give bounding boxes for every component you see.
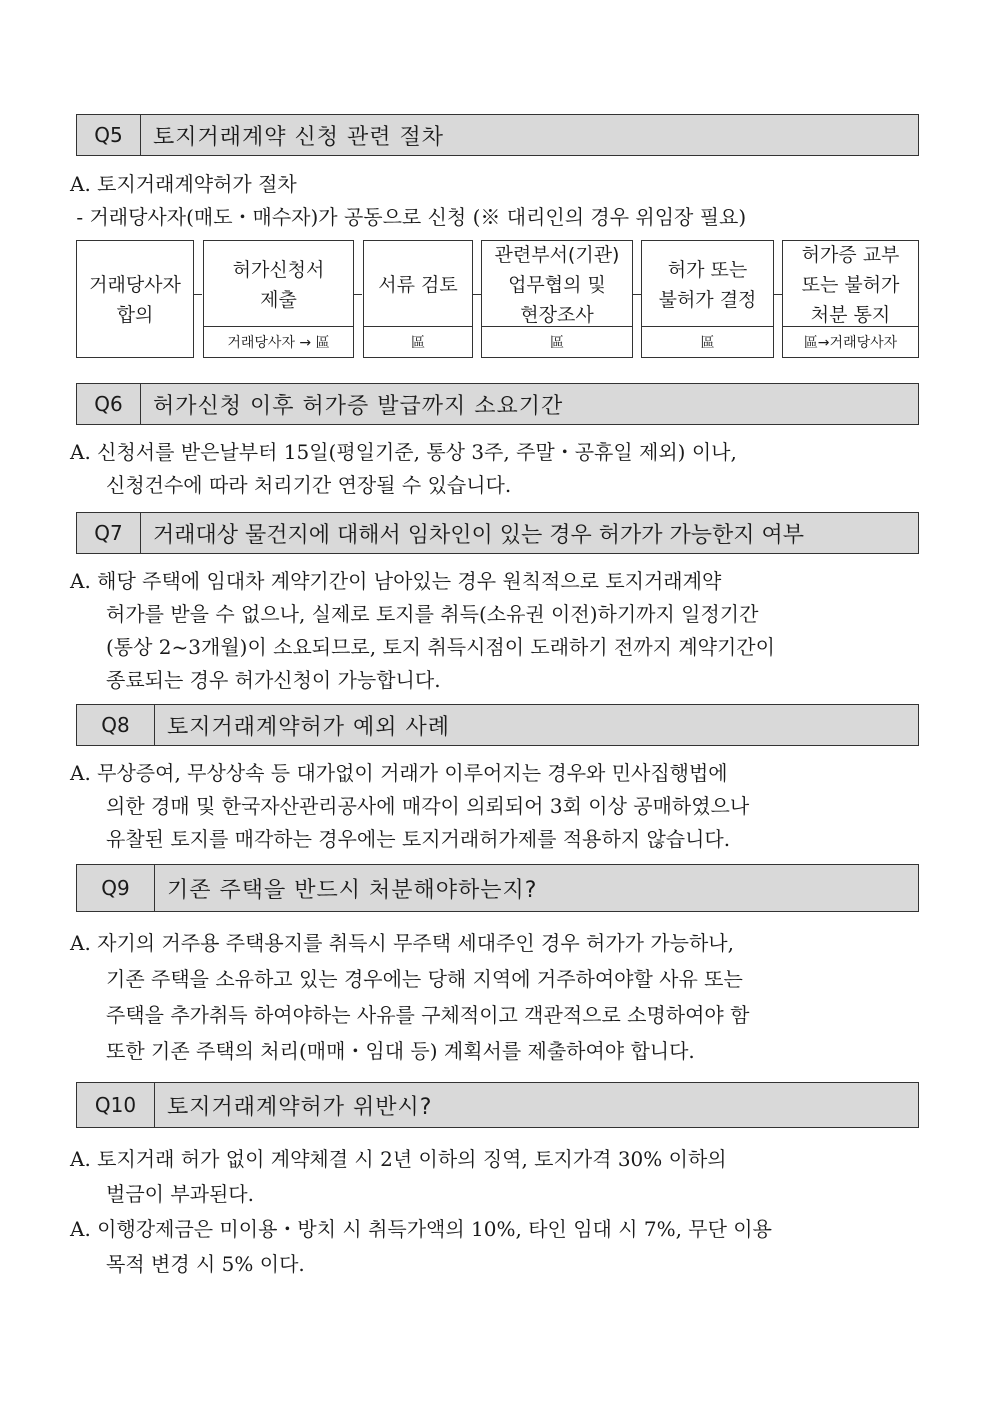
- q8-answer-line-3: 유찰된 토지를 매각하는 경우에는 토지거래허가제를 적용하지 않습니다.: [106, 827, 731, 851]
- q8-header: [76, 704, 919, 746]
- flow-step-3: [363, 240, 473, 358]
- flow-connector: [354, 294, 362, 295]
- q7-number: Q7: [77, 513, 141, 553]
- q10-answer-line-3: A. 이행강제금은 미이용・방치 시 취득가액의 10%, 타인 임대 시 7%, 무단 이용: [70, 1217, 772, 1241]
- flow-step-5-label: 허가 또는 불허가 결정: [658, 259, 757, 311]
- flow-step-1: [76, 240, 194, 358]
- flow-step-2-actor: 거래당사자 → 區: [204, 326, 353, 357]
- q8-answer: [70, 757, 930, 856]
- q7-header: [76, 512, 919, 554]
- flow-step-6: [782, 240, 919, 358]
- q9-title: 기존 주택을 반드시 처분해야하는지?: [167, 877, 538, 903]
- q5-answer-line-1: A. 토지거래계약허가 절차: [70, 172, 297, 196]
- q5-answer: [70, 168, 930, 234]
- q10-answer-line-4: 목적 변경 시 5% 이다.: [106, 1252, 305, 1276]
- q8-title: 토지거래계약허가 예외 사례: [167, 714, 451, 740]
- q5-answer-line-2: - 거래당사자(매도・매수자)가 공동으로 신청 (※ 대리인의 경우 위임장 필요): [70, 205, 747, 229]
- flow-step-4-actor: 區: [482, 326, 632, 357]
- q6-answer-line-1: A. 신청서를 받은날부터 15일(평일기준, 통상 3주, 주말・공휴일 제외) 이나,: [70, 440, 737, 464]
- q10-title: 토지거래계약허가 위반시?: [167, 1094, 433, 1120]
- flow-step-5-actor: 區: [642, 326, 773, 357]
- flow-step-5: [641, 240, 774, 358]
- flow-step-2-label: 허가신청서 제출: [232, 259, 325, 311]
- flow-connector: [473, 294, 481, 295]
- flow-step-4-label: 관련부서(기관) 업무협의 및 현장조사: [494, 244, 620, 326]
- q9-answer-line-3: 주택을 추가취득 하여야하는 사유를 구체적이고 객관적으로 소명하여야 함: [106, 1003, 750, 1027]
- flow-step-1-label: 거래당사자 합의: [89, 274, 181, 326]
- q10-answer: [70, 1142, 930, 1282]
- q9-header: [76, 864, 919, 912]
- q7-answer-line-4: 종료되는 경우 허가신청이 가능합니다.: [106, 668, 441, 692]
- q6-title: 허가신청 이후 허가증 발급까지 소요기간: [153, 393, 564, 419]
- q5-title: 토지거래계약 신청 관련 절차: [153, 124, 445, 150]
- q10-answer-line-2: 벌금이 부과된다.: [106, 1182, 254, 1206]
- q9-number: Q9: [77, 865, 155, 911]
- q6-answer-line-2: 신청건수에 따라 처리기간 연장될 수 있습니다.: [106, 473, 512, 497]
- procedure-flowchart: [76, 240, 919, 358]
- q7-answer-line-1: A. 해당 주택에 임대차 계약기간이 남아있는 경우 원칙적으로 토지거래계약: [70, 569, 722, 593]
- flow-connector: [194, 294, 202, 295]
- q6-header: [76, 383, 919, 425]
- flow-step-2: [203, 240, 354, 358]
- flow-step-6-label: 허가증 교부 또는 불허가 처분 통지: [801, 244, 900, 326]
- q7-answer-line-2: 허가를 받을 수 없으나, 실제로 토지를 취득(소유권 이전)하기까지 일정기간: [106, 602, 759, 626]
- q7-title: 거래대상 물건지에 대해서 임차인이 있는 경우 허가가 가능한지 여부: [153, 522, 805, 548]
- q6-number: Q6: [77, 384, 141, 424]
- q10-answer-line-1: A. 토지거래 허가 없이 계약체결 시 2년 이하의 징역, 토지가격 30% 이하의: [70, 1147, 727, 1171]
- q7-answer: [70, 565, 930, 697]
- q9-answer: [70, 925, 930, 1069]
- flow-step-3-label: 서류 검토: [378, 274, 458, 296]
- flow-step-4: [481, 240, 633, 358]
- flow-step-6-actor: 區→거래당사자: [783, 326, 918, 357]
- q8-answer-line-1: A. 무상증여, 무상상속 등 대가없이 거래가 이루어지는 경우와 민사집행법에: [70, 761, 728, 785]
- q8-number: Q8: [77, 705, 155, 745]
- q5-number: Q5: [77, 115, 141, 155]
- q10-header: [76, 1082, 919, 1128]
- flow-connector: [633, 294, 641, 295]
- q10-number: Q10: [77, 1083, 155, 1127]
- flow-step-3-actor: 區: [364, 326, 472, 357]
- q5-header: [76, 114, 919, 156]
- flow-connector: [774, 294, 782, 295]
- q9-answer-line-1: A. 자기의 거주용 주택용지를 취득시 무주택 세대주인 경우 허가가 가능하나,: [70, 931, 734, 955]
- q7-answer-line-3: (통상 2~3개월)이 소요되므로, 토지 취득시점이 도래하기 전까지 계약기간이: [106, 635, 775, 659]
- q9-answer-line-4: 또한 기존 주택의 처리(매매・임대 등) 계획서를 제출하여야 합니다.: [106, 1039, 695, 1063]
- q6-answer: [70, 436, 930, 502]
- q8-answer-line-2: 의한 경매 및 한국자산관리공사에 매각이 의뢰되어 3회 이상 공매하였으나: [106, 794, 750, 818]
- q9-answer-line-2: 기존 주택을 소유하고 있는 경우에는 당해 지역에 거주하여야할 사유 또는: [106, 967, 743, 991]
